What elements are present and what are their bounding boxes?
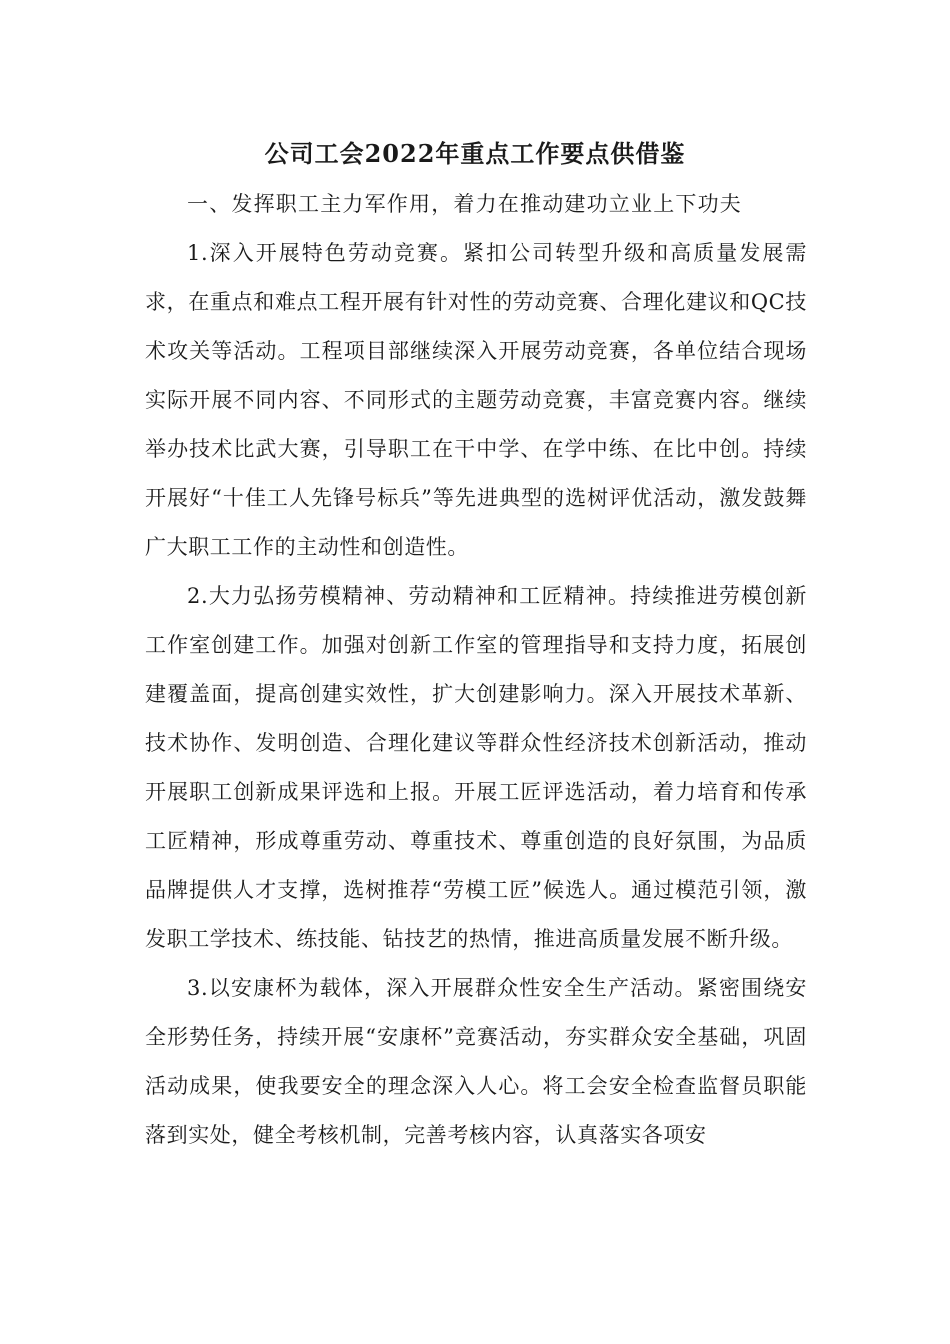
section-heading: 一、发挥职工主力军作用，着力在推动建功立业上下功夫 (187, 192, 742, 216)
paragraph-1: 1.深入开展特色劳动竞赛。紧扣公司转型升级和高质量发展需求，在重点和难点工程开展有针对性的劳动竞赛、合理化建议和QC技术攻关等活动。工程项目部继续深入开展劳动竞赛，各单位结合现场实际开展不同内容、不同形式的主题劳动竞赛，丰富竞赛内容。继续举办技术比武大赛，引导职工在干中学、在学中练、在比中创。持续开展好“十佳工人先锋号标兵”等先进典型的选树评优活动，激发鼓舞广大职工工作的主动性和创造性。 (145, 241, 807, 559)
paragraph-2: 2.大力弘扬劳模精神、劳动精神和工匠精神。持续推进劳模创新工作室创建工作。加强对创新工作室的管理指导和支持力度，拓展创建覆盖面，提高创建实效性，扩大创建影响力。深入开展技术革新、技术协作、发明创造、合理化建议等群众性经济技术创新活动，推动开展职工创新成果评选和上报。开展工匠评选活动，着力培育和传承工匠精神，形成尊重劳动、尊重技术、尊重创造的良好氛围，为品质品牌提供人才支撑，选树推荐“劳模工匠”候选人。通过模范引领，激发职工学技术、练技能、钻技艺的热情，推进高质量发展不断升级。 (145, 584, 807, 951)
document-body (145, 180, 807, 1160)
document-title: 公司工会2022年重点工作要点供借鉴 (264, 139, 686, 168)
paragraph-3: 3.以安康杯为载体，深入开展群众性安全生产活动。紧密围绕安全形势任务，持续开展“安康杯”竞赛活动，夯实群众安全基础，巩固活动成果，使我要安全的理念深入人心。将工会安全检查监督员职能落到实处，健全考核机制，完善考核内容，认真落实各项安 (145, 976, 807, 1147)
